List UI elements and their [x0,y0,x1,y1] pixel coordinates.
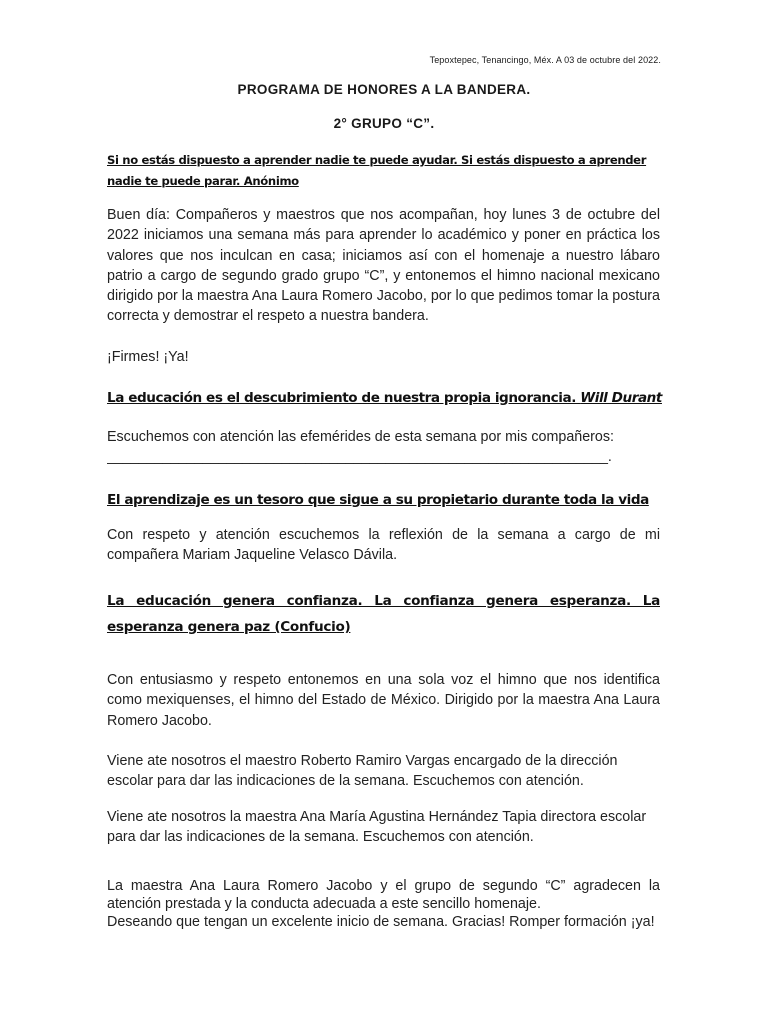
director-paragraph-2: Viene ate nosotros la maestra Ana María Agustina Hernández Tapia directora escolar para dar las indicaciones de la semana. Escuchemos con atención. [107,809,647,846]
closing-paragraph-1: La maestra Ana Laura Romero Jacobo y el grupo de segundo “C” agradecen la atención prestada y la conducta adecuada a este sencillo homenaje. [107,878,660,912]
efemerides-paragraph: Escuchemos con atención las efemérides de esta semana por mis compañeros: [107,429,615,445]
quote-anonimo: Si no estás dispuesto a aprender nadie te puede ayudar. Si estás dispuesto a aprender nadie te puede parar. Anónimo [107,153,647,188]
welcome-paragraph: Buen día: Compañeros y maestros que nos acompañan, hoy lunes 3 de octubre del 2022 iniciamos una semana más para aprender lo académico y poner en práctica los valores que nos inculcan en casa; iniciamos así con el homenaje a nuestro lábaro patrio a cargo de segundo grado grupo “C”, y entonemos el himno nacional mexicano dirigido por la maestra Ana Laura Romero Jacobo, por lo que pedimos tomar la postura correcta y demostrar el respeto a nuestra bandera. [107,207,660,325]
closing-paragraph-2: Deseando que tengan un excelente inicio de semana. Gracias! Romper formación ¡ya! [107,914,655,930]
quote-will-durant [107,385,660,411]
quote-confucio: La educación genera confianza. La confianza genera esperanza. La esperanza genera paz (Confucio) [107,593,660,635]
reflexion-paragraph: Con respeto y atención escuchemos la reflexión de la semana a cargo de mi compañera Mariam Jaqueline Velasco Dávila. [107,527,660,564]
quote-text: La educación es el descubrimiento de nuestra propia ignorancia. [107,390,581,406]
program-title: PROGRAMA DE HONORES A LA BANDERA. [237,82,531,97]
efemerides-blank-line: _______________________________________________________________. [107,449,612,465]
himno-estado-paragraph: Con entusiasmo y respeto entonemos en una sola voz el himno que nos identifica como mexiquenses, el himno del Estado de México. Dirigido por la maestra Ana Laura Romero Jacobo. [107,672,660,729]
date-line: Tepoxtepec, Tenancingo, Méx. A 03 de octubre del 2022. [429,55,661,65]
director-paragraph-1: Viene ate nosotros el maestro Roberto Ramiro Vargas encargado de la dirección escolar para dar las indicaciones de la semana. Escuchemos con atención. [107,753,618,790]
group-title: 2° GRUPO “C”. [333,116,435,131]
firmes-command: ¡Firmes! ¡Ya! [107,349,189,365]
quote-author: Will Durant [580,390,662,406]
quote-aprendizaje: El aprendizaje es un tesoro que sigue a su propietario durante toda la vida [107,492,649,508]
